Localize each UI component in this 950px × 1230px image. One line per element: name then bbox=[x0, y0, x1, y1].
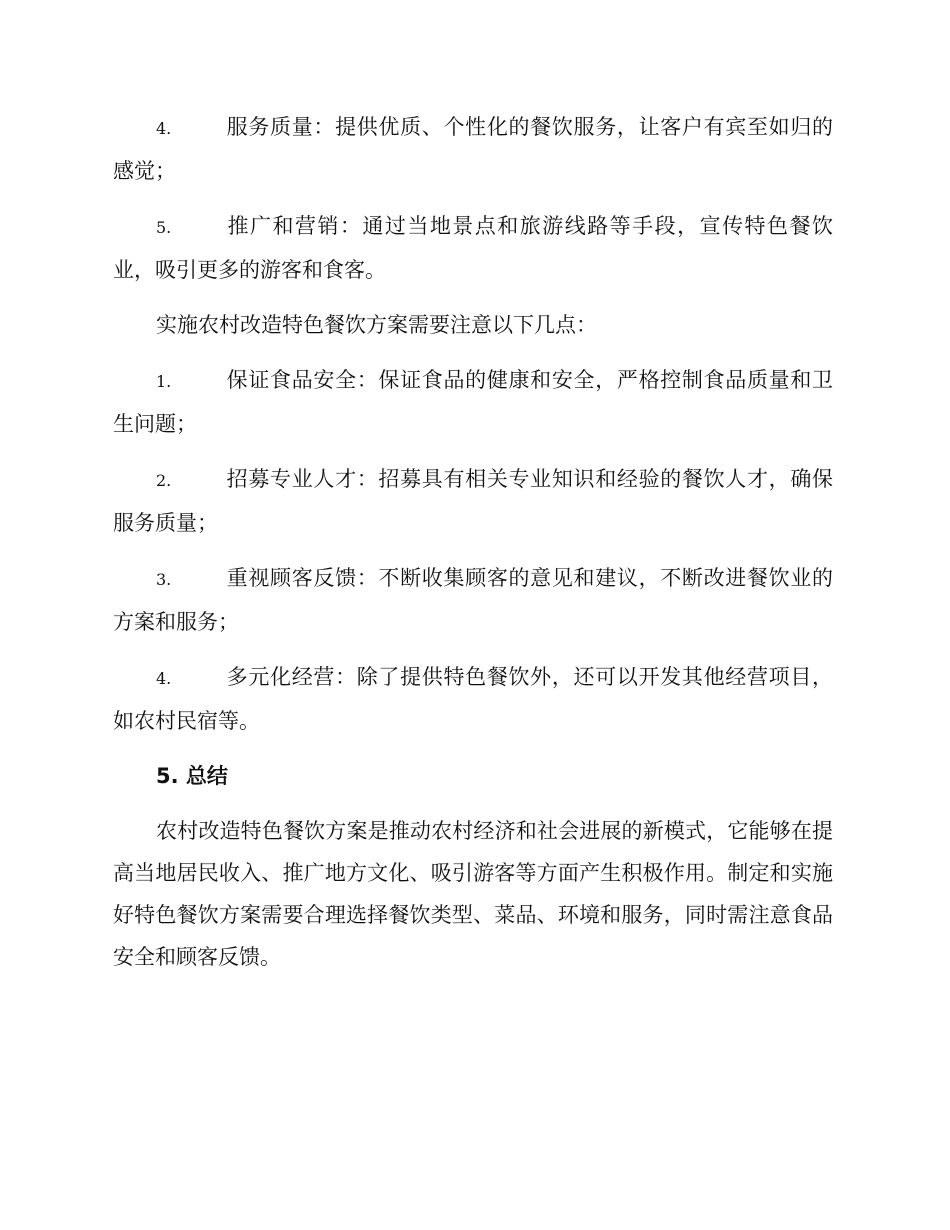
list-item bbox=[113, 458, 833, 544]
list-item-number: 3. bbox=[156, 570, 172, 589]
list-item-text: 招募专业人才：招募具有相关专业知识和经验的餐饮人才，确保服务质量； bbox=[113, 467, 833, 535]
list-item bbox=[113, 656, 833, 742]
list-item-number: 2. bbox=[156, 471, 172, 490]
list-item bbox=[113, 106, 833, 192]
intro-paragraph: 实施农村改造特色餐饮方案需要注意以下几点： bbox=[156, 313, 597, 337]
list-item-text: 重视顾客反馈：不断收集顾客的意见和建议，不断改进餐饮业的方案和服务； bbox=[113, 566, 833, 634]
summary-paragraph: 农村改造特色餐饮方案是推动农村经济和社会进展的新模式，它能够在提高当地居民收入、推广地方文化、吸引游客等方面产生积极作用。制定和实施好特色餐饮方案需要合理选择餐饮类型、菜品、环境和服务，同时需注意食品安全和顾客反馈。 bbox=[113, 819, 833, 969]
section-heading: 5. 总结 bbox=[156, 764, 228, 788]
list-item-text: 保证食品安全：保证食品的健康和安全，严格控制食品质量和卫生问题； bbox=[113, 368, 833, 436]
list-item bbox=[113, 205, 833, 291]
list-item bbox=[113, 557, 833, 643]
list-item-text: 服务质量：提供优质、个性化的餐饮服务，让客户有宾至如归的感觉； bbox=[113, 115, 833, 183]
list-item-number: 4. bbox=[156, 669, 172, 688]
list-item bbox=[113, 359, 833, 445]
list-item-number: 1. bbox=[156, 372, 172, 391]
list-item-text: 多元化经营：除了提供特色餐饮外，还可以开发其他经营项目，如农村民宿等。 bbox=[113, 665, 833, 733]
document-body bbox=[113, 106, 833, 991]
list-item-text: 推广和营销：通过当地景点和旅游线路等手段，宣传特色餐饮业，吸引更多的游客和食客。 bbox=[113, 214, 833, 282]
list-item-number: 5. bbox=[156, 218, 172, 237]
list-item-number: 4. bbox=[156, 119, 172, 138]
